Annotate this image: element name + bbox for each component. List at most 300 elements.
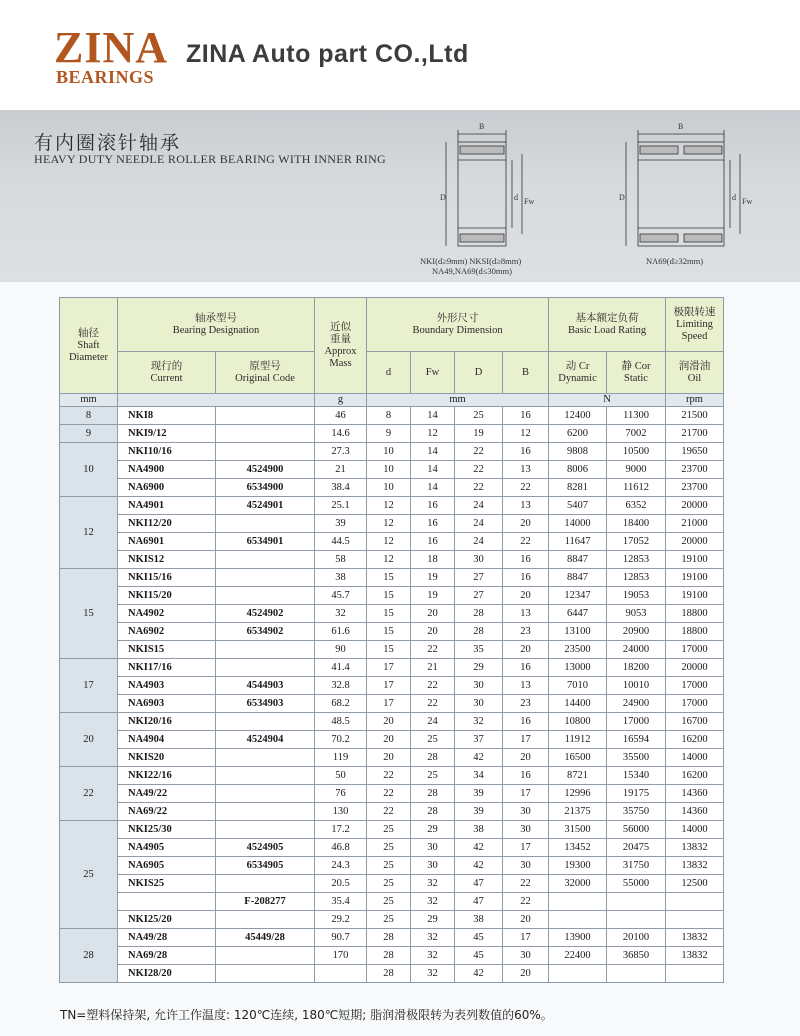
fw-cell: 32 bbox=[411, 893, 455, 911]
B-cell: 17 bbox=[503, 929, 549, 947]
table-row bbox=[60, 965, 724, 983]
table-row bbox=[60, 551, 724, 569]
original-code-cell: 4524900 bbox=[216, 461, 315, 479]
d-cell: 17 bbox=[367, 677, 411, 695]
d-cell: 9 bbox=[367, 425, 411, 443]
static-load-cell: 16594 bbox=[607, 731, 666, 749]
table-row bbox=[60, 857, 724, 875]
original-code-cell bbox=[216, 875, 315, 893]
d-cell: 20 bbox=[367, 749, 411, 767]
diagram-left-caption-1: NKI(d≥9mm) NKSI(d≥8mm) bbox=[420, 256, 522, 266]
B-cell: 12 bbox=[503, 425, 549, 443]
table-row bbox=[60, 893, 724, 911]
table-row bbox=[60, 947, 724, 965]
current-code-cell: NA6901 bbox=[118, 533, 216, 551]
oil-speed-cell: 13832 bbox=[666, 839, 724, 857]
static-load-cell: 56000 bbox=[607, 821, 666, 839]
diag-left-fw: Fw bbox=[524, 197, 535, 206]
oil-speed-cell: 21700 bbox=[666, 425, 724, 443]
D-cell: 27 bbox=[455, 569, 503, 587]
oil-speed-cell: 20000 bbox=[666, 533, 724, 551]
B-cell: 16 bbox=[503, 569, 549, 587]
mass-cell: 50 bbox=[315, 767, 367, 785]
fw-cell: 32 bbox=[411, 947, 455, 965]
section-title-cn: 有内圈滚针轴承 bbox=[34, 132, 182, 154]
diag-right-fw: Fw bbox=[742, 197, 753, 206]
static-load-cell: 18400 bbox=[607, 515, 666, 533]
dynamic-load-cell: 13452 bbox=[549, 839, 607, 857]
original-code-cell bbox=[216, 965, 315, 983]
mass-cell: 58 bbox=[315, 551, 367, 569]
current-code-cell: NKIS20 bbox=[118, 749, 216, 767]
original-code-cell: 45449/28 bbox=[216, 929, 315, 947]
fw-cell: 14 bbox=[411, 479, 455, 497]
mass-cell: 39 bbox=[315, 515, 367, 533]
B-cell: 20 bbox=[503, 965, 549, 983]
fw-cell: 16 bbox=[411, 515, 455, 533]
B-cell: 20 bbox=[503, 515, 549, 533]
D-cell: 30 bbox=[455, 677, 503, 695]
fw-cell: 28 bbox=[411, 785, 455, 803]
unit-load: N bbox=[549, 394, 666, 407]
section-title-en: HEAVY DUTY NEEDLE ROLLER BEARING WITH INNER RING bbox=[34, 152, 387, 166]
fw-cell: 32 bbox=[411, 965, 455, 983]
logo-subtitle: BEARINGS bbox=[56, 67, 155, 87]
d-cell: 15 bbox=[367, 587, 411, 605]
mass-cell: 68.2 bbox=[315, 695, 367, 713]
load-rating-header: 基本额定负荷 Basic Load Rating bbox=[549, 298, 666, 352]
static-load-cell: 18200 bbox=[607, 659, 666, 677]
mass-cell: 25.1 bbox=[315, 497, 367, 515]
mass-cell: 20.5 bbox=[315, 875, 367, 893]
dynamic-load-cell: 16500 bbox=[549, 749, 607, 767]
d-cell: 28 bbox=[367, 965, 411, 983]
original-code-cell bbox=[216, 569, 315, 587]
D-cell: 42 bbox=[455, 965, 503, 983]
diag-right-D: D bbox=[619, 193, 625, 202]
mass-cell: 90.7 bbox=[315, 929, 367, 947]
D-cell: 47 bbox=[455, 893, 503, 911]
D-cell: 34 bbox=[455, 767, 503, 785]
current-code-cell: NA6900 bbox=[118, 479, 216, 497]
current-code-cell: NKI28/20 bbox=[118, 965, 216, 983]
fw-cell: 28 bbox=[411, 803, 455, 821]
current-code-cell: NA6903 bbox=[118, 695, 216, 713]
table-row bbox=[60, 731, 724, 749]
table-row bbox=[60, 461, 724, 479]
table-row bbox=[60, 407, 724, 425]
d-cell: 8 bbox=[367, 407, 411, 425]
fw-cell: 32 bbox=[411, 929, 455, 947]
current-code-cell: NA6905 bbox=[118, 857, 216, 875]
static-load-cell: 20100 bbox=[607, 929, 666, 947]
B-cell: 17 bbox=[503, 731, 549, 749]
static-load-cell: 20475 bbox=[607, 839, 666, 857]
footnote: TN=塑料保持架, 允许工作温度: 120℃连续, 180℃短期; 脂润滑极限转为表列数值的60%。 bbox=[60, 1008, 553, 1022]
D-cell: 28 bbox=[455, 623, 503, 641]
current-code-cell: NA4905 bbox=[118, 839, 216, 857]
d-cell: 28 bbox=[367, 947, 411, 965]
fw-cell: 14 bbox=[411, 407, 455, 425]
D-cell: 24 bbox=[455, 497, 503, 515]
dynamic-load-cell: 9808 bbox=[549, 443, 607, 461]
table-row bbox=[60, 443, 724, 461]
current-code-cell: NKI9/12 bbox=[118, 425, 216, 443]
mass-cell: 27.3 bbox=[315, 443, 367, 461]
original-code-cell bbox=[216, 659, 315, 677]
current-code-cell: NKI10/16 bbox=[118, 443, 216, 461]
B-cell: 16 bbox=[503, 407, 549, 425]
current-code-cell: NA69/22 bbox=[118, 803, 216, 821]
mass-cell: 130 bbox=[315, 803, 367, 821]
current-code-cell: NA4904 bbox=[118, 731, 216, 749]
d-cell: 25 bbox=[367, 911, 411, 929]
B-cell: 20 bbox=[503, 587, 549, 605]
dynamic-load-cell: 6447 bbox=[549, 605, 607, 623]
static-load-cell: 55000 bbox=[607, 875, 666, 893]
oil-speed-cell: 16200 bbox=[666, 767, 724, 785]
fw-cell: 21 bbox=[411, 659, 455, 677]
diag-left-d: d bbox=[514, 193, 518, 202]
mass-cell: 119 bbox=[315, 749, 367, 767]
B-cell: 30 bbox=[503, 803, 549, 821]
dynamic-load-cell: 12400 bbox=[549, 407, 607, 425]
original-code-cell: 6534902 bbox=[216, 623, 315, 641]
original-code-cell: F-208277 bbox=[216, 893, 315, 911]
D-cell: 19 bbox=[455, 425, 503, 443]
current-code-cell: NKI25/20 bbox=[118, 911, 216, 929]
fw-cell: 19 bbox=[411, 569, 455, 587]
mass-cell: 170 bbox=[315, 947, 367, 965]
table-row bbox=[60, 767, 724, 785]
zina-logo bbox=[54, 23, 169, 87]
table-row bbox=[60, 479, 724, 497]
oil-speed-cell bbox=[666, 911, 724, 929]
oil-speed-cell: 21000 bbox=[666, 515, 724, 533]
static-load-cell: 35500 bbox=[607, 749, 666, 767]
original-code-cell bbox=[216, 407, 315, 425]
current-code-cell: NKI17/16 bbox=[118, 659, 216, 677]
d-cell: 12 bbox=[367, 533, 411, 551]
table-row bbox=[60, 803, 724, 821]
oil-speed-cell: 23700 bbox=[666, 479, 724, 497]
mass-cell: 41.4 bbox=[315, 659, 367, 677]
table-row bbox=[60, 785, 724, 803]
oil-speed-cell bbox=[666, 965, 724, 983]
D-cell: 45 bbox=[455, 947, 503, 965]
boundary-header: 外形尺寸 Boundary Dimension bbox=[367, 298, 549, 352]
current-code-cell: NKI25/30 bbox=[118, 821, 216, 839]
oil-speed-cell: 19650 bbox=[666, 443, 724, 461]
D-cell: 27 bbox=[455, 587, 503, 605]
static-load-cell bbox=[607, 965, 666, 983]
fw-cell: 25 bbox=[411, 767, 455, 785]
d-cell: 22 bbox=[367, 767, 411, 785]
D-cell: 42 bbox=[455, 749, 503, 767]
table-row bbox=[60, 695, 724, 713]
bearing-diagram-na69 bbox=[614, 120, 754, 270]
dynamic-load-cell: 23500 bbox=[549, 641, 607, 659]
original-code-cell bbox=[216, 551, 315, 569]
mass-cell: 24.3 bbox=[315, 857, 367, 875]
current-code-cell: NA69/28 bbox=[118, 947, 216, 965]
B-cell: 23 bbox=[503, 695, 549, 713]
d-cell: 28 bbox=[367, 929, 411, 947]
B-cell: 13 bbox=[503, 461, 549, 479]
shaft-diameter-cell: 15 bbox=[60, 569, 118, 659]
mass-cell: 45.7 bbox=[315, 587, 367, 605]
B-cell: 30 bbox=[503, 947, 549, 965]
static-load-cell: 11300 bbox=[607, 407, 666, 425]
oil-speed-cell: 21500 bbox=[666, 407, 724, 425]
bearing-diagram-nki bbox=[428, 120, 538, 270]
diagram-right-caption: NA69(d≥32mm) bbox=[646, 256, 704, 266]
B-cell: 20 bbox=[503, 749, 549, 767]
B-cell: 16 bbox=[503, 767, 549, 785]
d-cell: 10 bbox=[367, 461, 411, 479]
diag-right-d: d bbox=[732, 193, 736, 202]
shaft-diameter-cell: 10 bbox=[60, 443, 118, 497]
fw-cell: 20 bbox=[411, 623, 455, 641]
original-code-cell bbox=[216, 443, 315, 461]
oil-speed-cell: 19100 bbox=[666, 569, 724, 587]
B-cell: 13 bbox=[503, 497, 549, 515]
B-cell: 16 bbox=[503, 551, 549, 569]
fw-cell: 29 bbox=[411, 911, 455, 929]
original-code-cell bbox=[216, 785, 315, 803]
table-body bbox=[60, 407, 724, 983]
table-row bbox=[60, 875, 724, 893]
shaft-diameter-cell: 8 bbox=[60, 407, 118, 425]
shaft-diameter-cell: 17 bbox=[60, 659, 118, 713]
mass-header: 近似 重量 Approx Mass bbox=[315, 298, 367, 394]
diagram-left-caption-2: NA49,NA69(d≤30mm) bbox=[432, 266, 512, 276]
D-cell: 42 bbox=[455, 857, 503, 875]
shaft-diameter-cell: 20 bbox=[60, 713, 118, 767]
B-cell: 22 bbox=[503, 479, 549, 497]
table-row bbox=[60, 425, 724, 443]
original-code-cell: 4524905 bbox=[216, 839, 315, 857]
unit-blank bbox=[118, 394, 315, 407]
dynamic-load-cell: 6200 bbox=[549, 425, 607, 443]
d-cell: 15 bbox=[367, 605, 411, 623]
static-load-cell: 24000 bbox=[607, 641, 666, 659]
original-code-cell bbox=[216, 713, 315, 731]
static-load-cell: 7002 bbox=[607, 425, 666, 443]
mass-cell: 46.8 bbox=[315, 839, 367, 857]
original-code-cell bbox=[216, 425, 315, 443]
D-cell: 22 bbox=[455, 479, 503, 497]
dynamic-load-cell: 13900 bbox=[549, 929, 607, 947]
oil-speed-cell bbox=[666, 893, 724, 911]
d-cell: 10 bbox=[367, 479, 411, 497]
current-code-cell: NA4901 bbox=[118, 497, 216, 515]
dynamic-header: 动 Cr Dynamic bbox=[549, 352, 607, 394]
oil-speed-cell: 16700 bbox=[666, 713, 724, 731]
current-code-cell: NKI15/20 bbox=[118, 587, 216, 605]
fw-cell: 14 bbox=[411, 461, 455, 479]
col-B-header: B bbox=[503, 352, 549, 394]
company-name: ZINA Auto part CO.,Ltd bbox=[186, 40, 469, 68]
d-cell: 25 bbox=[367, 821, 411, 839]
D-cell: 42 bbox=[455, 839, 503, 857]
B-cell: 22 bbox=[503, 533, 549, 551]
fw-cell: 30 bbox=[411, 839, 455, 857]
original-code-cell: 6534901 bbox=[216, 533, 315, 551]
table-row bbox=[60, 677, 724, 695]
table-row bbox=[60, 623, 724, 641]
B-cell: 22 bbox=[503, 875, 549, 893]
col-D-header: D bbox=[455, 352, 503, 394]
fw-cell: 28 bbox=[411, 749, 455, 767]
mass-cell: 32.8 bbox=[315, 677, 367, 695]
d-cell: 22 bbox=[367, 785, 411, 803]
D-cell: 38 bbox=[455, 911, 503, 929]
table-row bbox=[60, 659, 724, 677]
dynamic-load-cell: 21375 bbox=[549, 803, 607, 821]
mass-cell: 32 bbox=[315, 605, 367, 623]
current-code-cell: NA49/22 bbox=[118, 785, 216, 803]
dynamic-load-cell: 13000 bbox=[549, 659, 607, 677]
static-load-cell: 6352 bbox=[607, 497, 666, 515]
static-load-cell: 11612 bbox=[607, 479, 666, 497]
current-code-cell: NA4903 bbox=[118, 677, 216, 695]
dynamic-load-cell: 13100 bbox=[549, 623, 607, 641]
table-row bbox=[60, 515, 724, 533]
dynamic-load-cell: 22400 bbox=[549, 947, 607, 965]
D-cell: 28 bbox=[455, 605, 503, 623]
shaft-diameter-cell: 22 bbox=[60, 767, 118, 821]
static-load-cell bbox=[607, 893, 666, 911]
original-code-cell: 4524901 bbox=[216, 497, 315, 515]
oil-speed-cell: 14360 bbox=[666, 785, 724, 803]
D-cell: 25 bbox=[455, 407, 503, 425]
table-row bbox=[60, 749, 724, 767]
D-cell: 37 bbox=[455, 731, 503, 749]
static-load-cell: 12853 bbox=[607, 569, 666, 587]
original-code-cell bbox=[216, 911, 315, 929]
mass-cell bbox=[315, 965, 367, 983]
current-code-cell: NA6902 bbox=[118, 623, 216, 641]
table-row bbox=[60, 839, 724, 857]
d-cell: 25 bbox=[367, 875, 411, 893]
mass-cell: 14.6 bbox=[315, 425, 367, 443]
original-code-cell bbox=[216, 749, 315, 767]
d-cell: 10 bbox=[367, 443, 411, 461]
B-cell: 23 bbox=[503, 623, 549, 641]
oil-speed-cell: 19100 bbox=[666, 551, 724, 569]
original-header: 原型号 Original Code bbox=[216, 352, 315, 394]
oil-speed-cell: 17000 bbox=[666, 695, 724, 713]
mass-cell: 21 bbox=[315, 461, 367, 479]
mass-cell: 61.6 bbox=[315, 623, 367, 641]
mass-cell: 46 bbox=[315, 407, 367, 425]
static-load-cell: 9053 bbox=[607, 605, 666, 623]
d-cell: 15 bbox=[367, 569, 411, 587]
section-banner bbox=[0, 110, 800, 282]
col-fw-header: Fw bbox=[411, 352, 455, 394]
fw-cell: 19 bbox=[411, 587, 455, 605]
D-cell: 32 bbox=[455, 713, 503, 731]
dynamic-load-cell: 11912 bbox=[549, 731, 607, 749]
B-cell: 13 bbox=[503, 605, 549, 623]
fw-cell: 20 bbox=[411, 605, 455, 623]
table-row bbox=[60, 911, 724, 929]
current-code-cell: NKI15/16 bbox=[118, 569, 216, 587]
static-load-cell: 19175 bbox=[607, 785, 666, 803]
shaft-diameter-cell: 25 bbox=[60, 821, 118, 929]
current-code-cell: NKI8 bbox=[118, 407, 216, 425]
d-cell: 17 bbox=[367, 659, 411, 677]
current-header: 现行的 Current bbox=[118, 352, 216, 394]
D-cell: 30 bbox=[455, 695, 503, 713]
oil-speed-cell: 17000 bbox=[666, 641, 724, 659]
d-cell: 22 bbox=[367, 803, 411, 821]
static-load-cell: 19053 bbox=[607, 587, 666, 605]
B-cell: 16 bbox=[503, 659, 549, 677]
dynamic-load-cell: 10800 bbox=[549, 713, 607, 731]
original-code-cell: 6534903 bbox=[216, 695, 315, 713]
oil-speed-cell: 18800 bbox=[666, 623, 724, 641]
mass-cell: 35.4 bbox=[315, 893, 367, 911]
fw-cell: 24 bbox=[411, 713, 455, 731]
current-code-cell: NA49/28 bbox=[118, 929, 216, 947]
oil-speed-cell: 12500 bbox=[666, 875, 724, 893]
table-row bbox=[60, 641, 724, 659]
original-code-cell bbox=[216, 767, 315, 785]
table-row bbox=[60, 605, 724, 623]
B-cell: 16 bbox=[503, 713, 549, 731]
oil-speed-cell: 13832 bbox=[666, 857, 724, 875]
dynamic-load-cell bbox=[549, 893, 607, 911]
current-code-cell: NKIS15 bbox=[118, 641, 216, 659]
dynamic-load-cell: 31500 bbox=[549, 821, 607, 839]
table-row bbox=[60, 929, 724, 947]
D-cell: 29 bbox=[455, 659, 503, 677]
dynamic-load-cell: 14000 bbox=[549, 515, 607, 533]
mass-cell: 44.5 bbox=[315, 533, 367, 551]
oil-header: 润滑油 Oil bbox=[666, 352, 724, 394]
current-code-cell: NA4900 bbox=[118, 461, 216, 479]
fw-cell: 16 bbox=[411, 533, 455, 551]
unit-dims: mm bbox=[367, 394, 549, 407]
dynamic-load-cell: 8006 bbox=[549, 461, 607, 479]
fw-cell: 22 bbox=[411, 641, 455, 659]
table-row bbox=[60, 821, 724, 839]
D-cell: 22 bbox=[455, 443, 503, 461]
B-cell: 30 bbox=[503, 857, 549, 875]
oil-speed-cell: 18800 bbox=[666, 605, 724, 623]
dynamic-load-cell: 8721 bbox=[549, 767, 607, 785]
col-d-header: d bbox=[367, 352, 411, 394]
d-cell: 12 bbox=[367, 497, 411, 515]
original-code-cell bbox=[216, 821, 315, 839]
diag-left-b: B bbox=[479, 122, 485, 131]
dynamic-load-cell bbox=[549, 911, 607, 929]
d-cell: 12 bbox=[367, 515, 411, 533]
original-code-cell: 4524904 bbox=[216, 731, 315, 749]
d-cell: 20 bbox=[367, 713, 411, 731]
oil-speed-cell: 14360 bbox=[666, 803, 724, 821]
static-load-cell: 10010 bbox=[607, 677, 666, 695]
d-cell: 20 bbox=[367, 731, 411, 749]
fw-cell: 18 bbox=[411, 551, 455, 569]
page-header bbox=[0, 0, 800, 110]
dynamic-load-cell: 32000 bbox=[549, 875, 607, 893]
mass-cell: 17.2 bbox=[315, 821, 367, 839]
static-load-cell: 31750 bbox=[607, 857, 666, 875]
original-code-cell bbox=[216, 947, 315, 965]
